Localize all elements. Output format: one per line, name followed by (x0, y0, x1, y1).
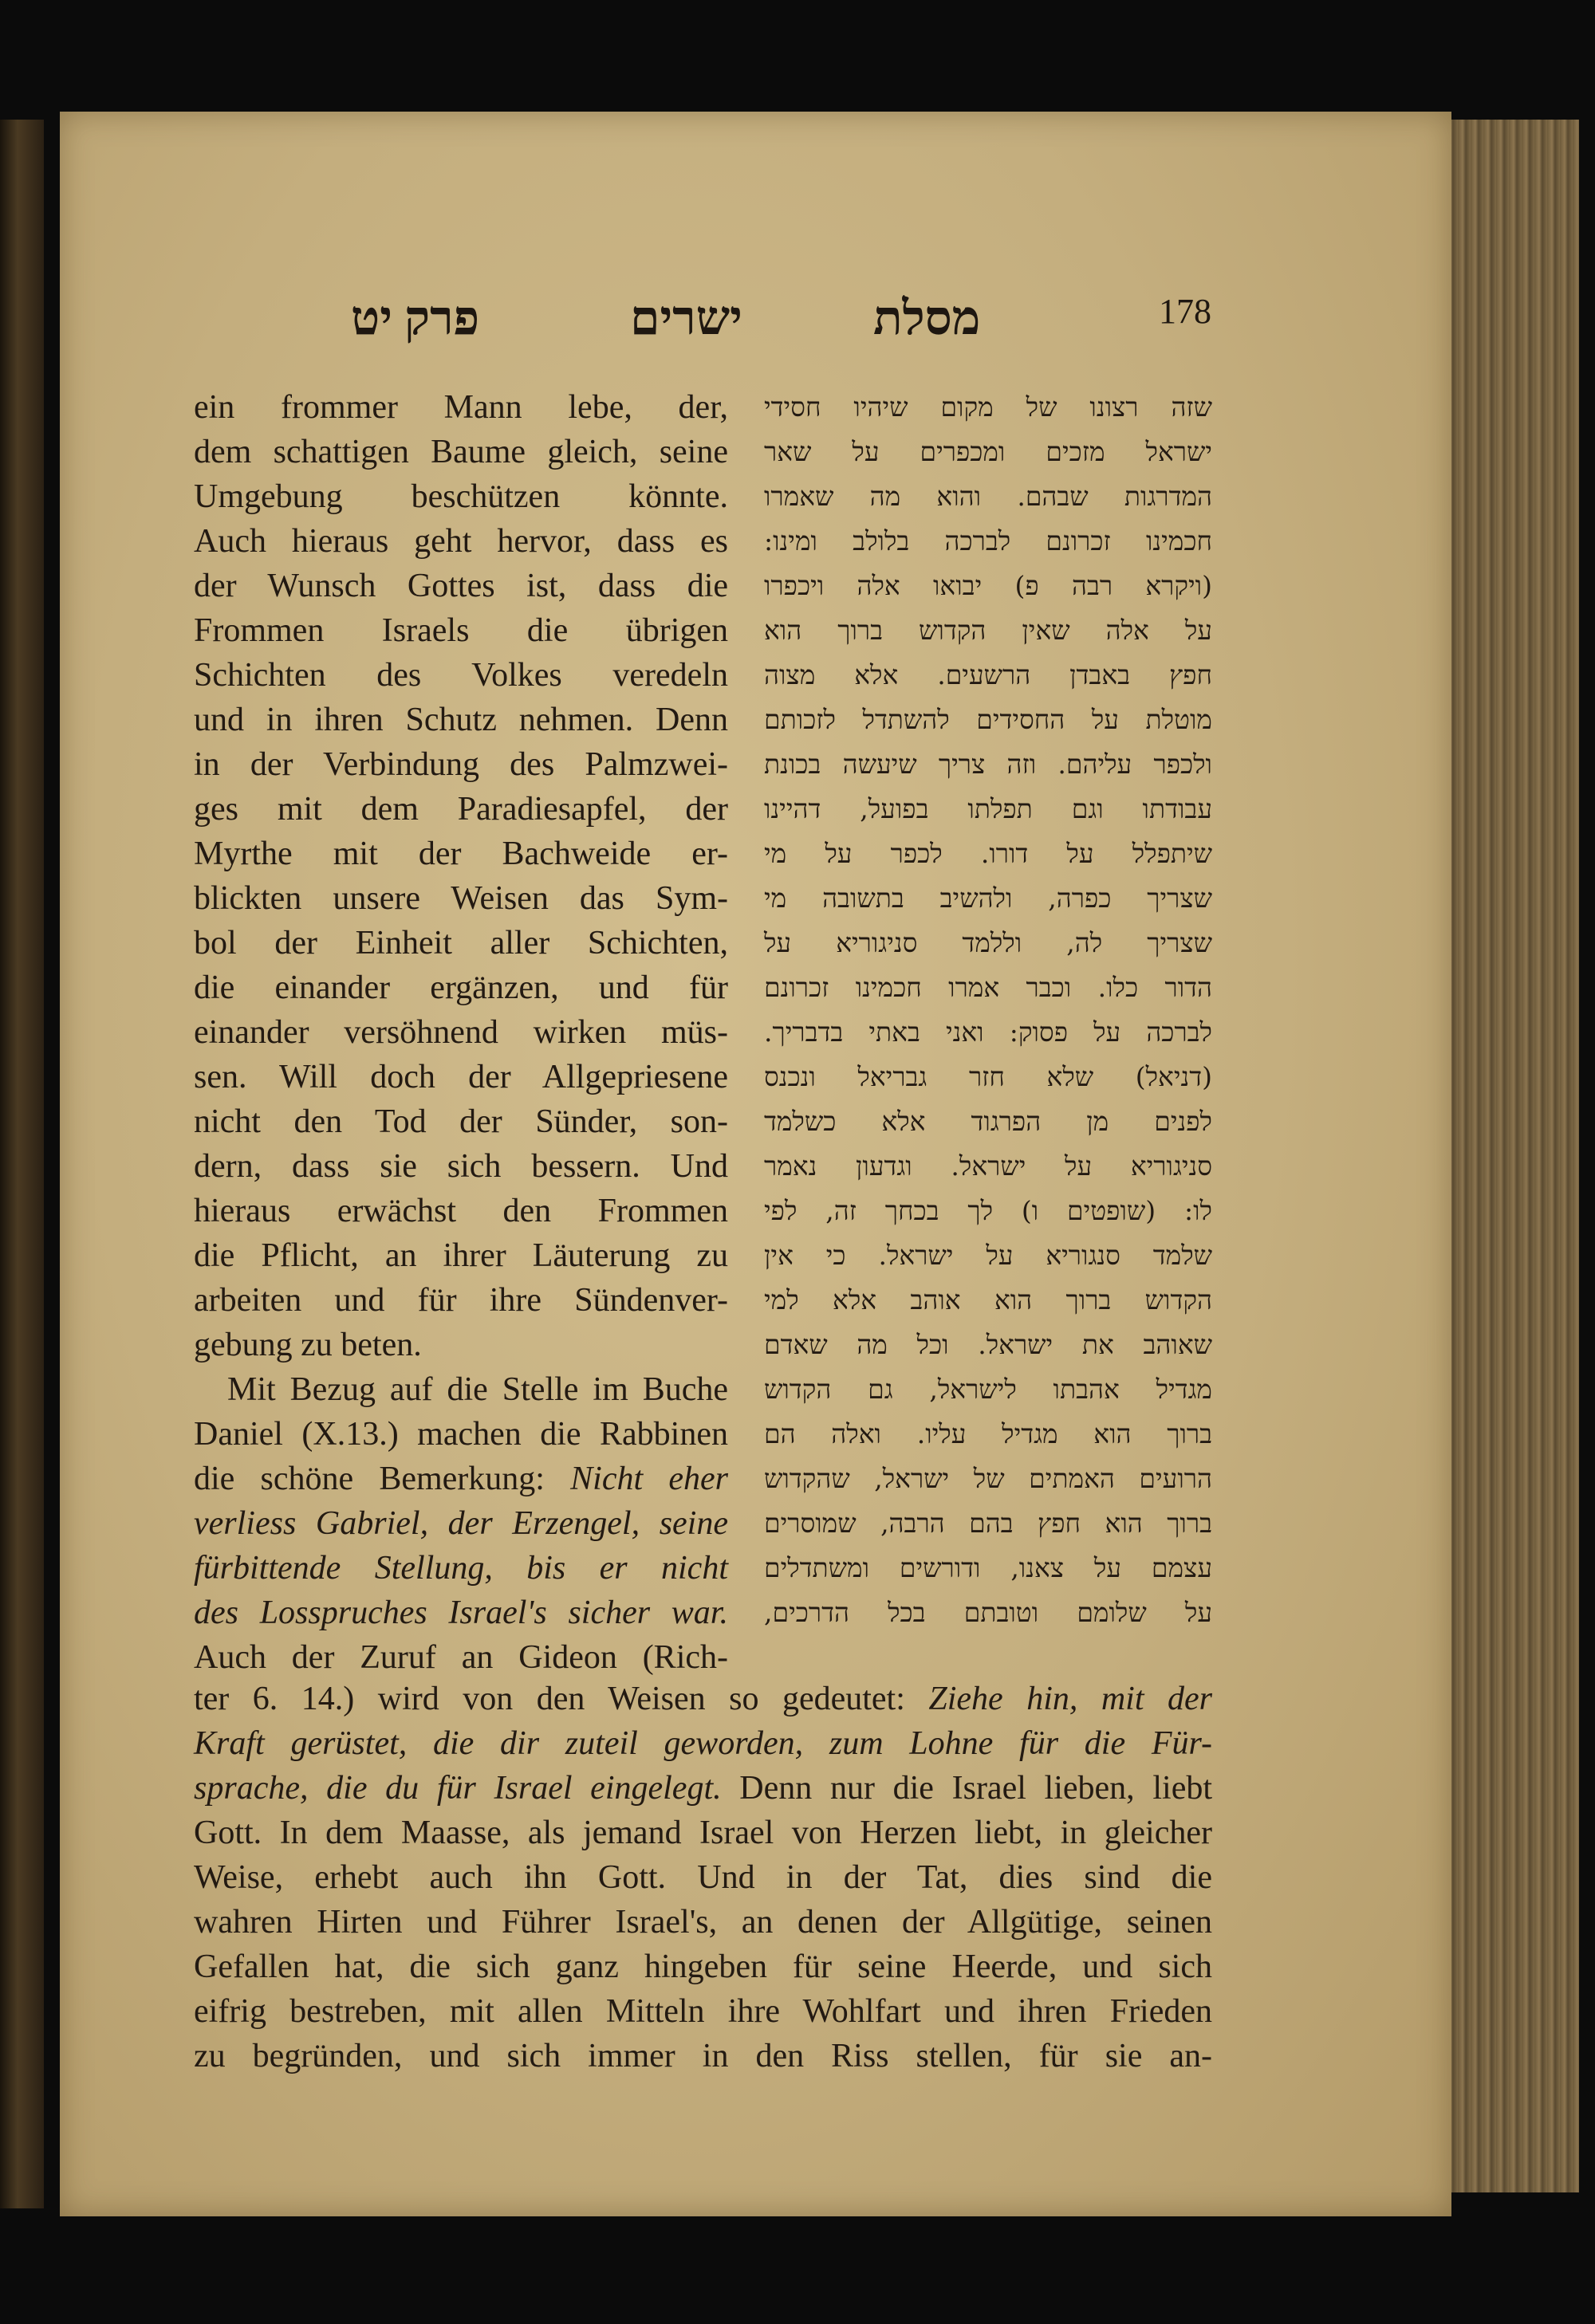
wide-italic-quote: Kraft gerüstet, die dir zuteil geworden, zum Lohne für die Für- (194, 1725, 1212, 1762)
running-header (0, 291, 1595, 347)
german-italic-quote: verliess Gabriel, der Erzengel, seine (194, 1505, 728, 1542)
wide-line (194, 1766, 1212, 1811)
german-line: Umgebung beschützen könnte. (194, 478, 728, 515)
hebrew-line: ברוך הוא חפץ בהם הרבה, שמוסרים (764, 1508, 1212, 1539)
hebrew-line: לו: (שופטים ו) לך בכחך זה, לפי (764, 1195, 1212, 1226)
hebrew-line: מוטלת על החסידים להשתדל לזכותם (764, 704, 1212, 735)
german-line: Mit Bezug auf die Stelle im Buche (227, 1371, 728, 1408)
hebrew-line: שאוהב את ישראל. וכל מה שאדם (764, 1329, 1212, 1360)
german-line: einander versöhnend wirken müs- (194, 1014, 728, 1051)
german-italic-quote: des Losspruches Israel's sicher war. (194, 1595, 728, 1631)
hebrew-line: חכמינו זכרונם לברכה בלולב ומינו: (764, 525, 1212, 556)
hebrew-line: ישראל מזכים ומכפרים על שאר (764, 436, 1212, 467)
wide-line: zu begründen, und sich immer in den Riss stellen, für sie an- (194, 2038, 1212, 2074)
hebrew-line: מגדיל אהבתו לישראל, גם הקדוש (764, 1374, 1212, 1405)
german-line: die Pflicht, an ihrer Läuterung zu (194, 1237, 728, 1274)
german-line: dern, dass sie sich bessern. Und (194, 1148, 728, 1185)
german-line: nicht den Tod der Sünder, son- (194, 1103, 728, 1140)
hebrew-line: עבודתו וגם תפלתו בפועל, דהיינו (764, 793, 1212, 824)
wide-line: Gefallen hat, die sich ganz hingeben für seine Heerde, und sich (194, 1948, 1212, 1985)
hebrew-column (764, 385, 1212, 1635)
german-line: Schichten des Volkes veredeln (194, 657, 728, 694)
book-binding-left (0, 120, 44, 2208)
hebrew-line: המדרגות שבהם. והוא מה שאמרו (764, 481, 1212, 512)
german-line: der Wunsch Gottes ist, dass die (194, 568, 728, 604)
wide-italic-quote: sprache, die du für Israel eingelegt. (194, 1770, 722, 1807)
hebrew-line: ברוך הוא מגדיל עליו. ואלה הם (764, 1418, 1212, 1449)
german-line: Frommen Israels die übrigen (194, 612, 728, 649)
hebrew-line: עצמם על צאנו, ודורשים ומשתדלים (764, 1552, 1212, 1583)
hebrew-line: לברכה על פסוק: ואני באתי בדבריך. (764, 1017, 1212, 1048)
german-line: arbeiten und für ihre Sündenver- (194, 1282, 728, 1319)
german-line: ein frommer Mann lebe, der, (194, 389, 728, 426)
hebrew-line: ולכפר עליהם. וזה צריך שיעשה בכונת (764, 749, 1212, 780)
wide-italic-quote: Ziehe hin, mit der (928, 1681, 1212, 1717)
wide-line: eifrig bestreben, mit allen Mitteln ihre Wohlfart und ihren Frieden (194, 1993, 1212, 2030)
wide-text: Denn nur die Israel lieben, liebt (721, 1770, 1213, 1807)
hebrew-line: שלמד סנגוריא על ישראל. כי אין (764, 1240, 1212, 1271)
german-line: gebung zu beten. (194, 1327, 422, 1363)
hebrew-line: על אלה שאין הקדוש ברוך הוא (764, 615, 1212, 646)
german-italic-quote: Nicht eher (570, 1461, 728, 1497)
german-text: die schöne Bemerkung: (194, 1461, 571, 1497)
wide-text: ter 6. 14.) wird von den Weisen so gedeutet: (194, 1681, 929, 1717)
german-line (194, 1457, 728, 1501)
german-line: blickten unsere Weisen das Sym- (194, 880, 728, 917)
german-line: ges mit dem Paradiesapfel, der (194, 791, 728, 828)
german-line: Myrthe mit der Bachweide er- (194, 836, 728, 872)
german-line: bol der Einheit aller Schichten, (194, 925, 728, 961)
hebrew-line: הדור כלו. וכבר אמרו חכמינו זכרונם (764, 972, 1212, 1003)
hebrew-line: הקדוש ברוך הוא אוהב אלא למי (764, 1284, 1212, 1315)
german-line: in der Verbindung des Palmzwei- (194, 746, 728, 783)
german-line: und in ihren Schutz nehmen. Denn (194, 702, 728, 738)
hebrew-line: על שלומם וטובתם בכל הדרכים, (764, 1597, 1212, 1628)
hebrew-line: (דניאל) שלא חזר גבריאל ונכנס (764, 1061, 1212, 1092)
wide-line: wahren Hirten und Führer Israel's, an denen der Allgütige, seinen (194, 1904, 1212, 1941)
page-number: 178 (1159, 292, 1211, 331)
header-title-part2: ישרים (630, 292, 742, 344)
hebrew-line: הרועים האמתים של ישראל, שהקדוש (764, 1463, 1212, 1494)
german-italic-quote: fürbittende Stellung, bis er nicht (194, 1550, 728, 1587)
hebrew-line: לפנים מן הפרגוד אלא כשלמד (764, 1106, 1212, 1137)
wide-line: Gott. In dem Maasse, als jemand Israel von Herzen liebt, in gleicher (194, 1815, 1212, 1851)
wide-line (194, 1677, 1212, 1721)
german-line: Auch hieraus geht hervor, dass es (194, 523, 728, 560)
german-column (194, 385, 728, 1680)
hebrew-line: שזה רצונו של מקום שיהיו חסידי (764, 391, 1212, 423)
german-line: die einander ergänzen, und für (194, 969, 728, 1006)
german-line: hieraus erwächst den Frommen (194, 1193, 728, 1229)
hebrew-line: סניגוריא על ישראל. וגדעון נאמר (764, 1150, 1212, 1182)
hebrew-line: שצריך לה, וללמד סניגוריא על (764, 927, 1212, 958)
german-line: dem schattigen Baume gleich, seine (194, 434, 728, 470)
hebrew-line: שצריך כפרה, ולהשיב בתשובה מי (764, 883, 1212, 914)
header-chapter: פרק יט (351, 292, 480, 344)
header-title-part1: מסלת (873, 292, 981, 344)
hebrew-line: חפץ באבדן הרשעים. אלא מצוה (764, 659, 1212, 690)
german-line: Daniel (X.13.) machen die Rabbinen (194, 1416, 728, 1453)
hebrew-line: שיתפלל על דורו. לכפר על מי (764, 838, 1212, 869)
german-line: sen. Will doch der Allgepriesene (194, 1059, 728, 1095)
full-width-paragraph (194, 1677, 1212, 2078)
hebrew-line: (ויקרא רבה פ) יבואו אלה ויכפרו (764, 570, 1212, 601)
german-line: Auch der Zuruf an Gideon (Rich- (194, 1639, 728, 1676)
wide-line: Weise, erhebt auch ihn Gott. Und in der Tat, dies sind die (194, 1859, 1212, 1896)
